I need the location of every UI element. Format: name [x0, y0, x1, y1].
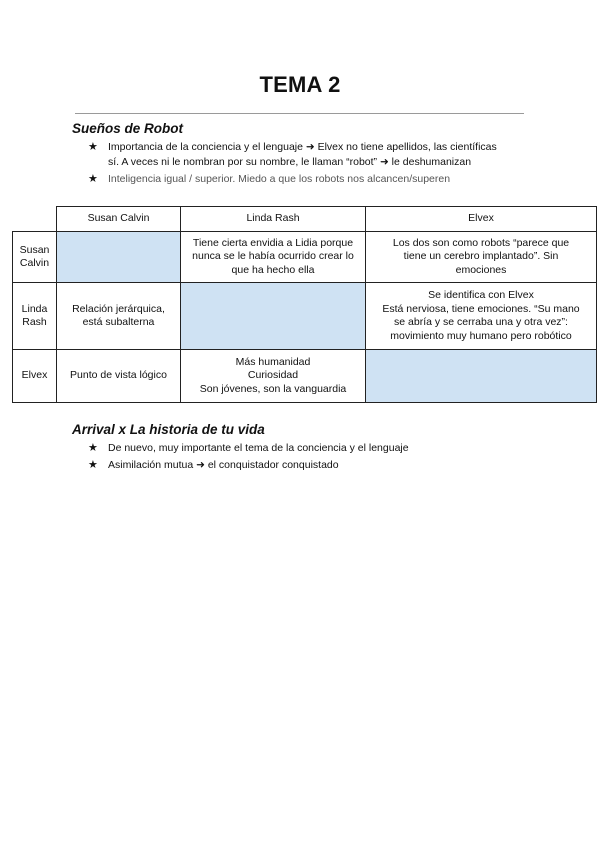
table-row: [13, 232, 597, 283]
bullet-text: Importancia de la conciencia y el lenguaje ➜ Elvex no tiene apellidos, las científicas: [108, 141, 497, 153]
title-divider: [75, 113, 524, 114]
bullet-text: Inteligencia igual / superior. Miedo a que los robots nos alcancen/superen: [108, 173, 451, 185]
table-header-row: [13, 207, 597, 232]
column-header: Elvex: [366, 207, 597, 232]
star-icon: ★: [88, 442, 98, 454]
table-cell: Se identifica con Elvex Está nerviosa, tiene emociones. “Su mano se abría y se cerraba una y otra vez”: movimiento muy humano pero robótico: [366, 283, 597, 350]
bullet-text: De nuevo, muy importante el tema de la conciencia y el lenguaje: [108, 442, 409, 454]
bullet-text: Asimilación mutua ➜ el conquistador conquistado: [108, 458, 339, 471]
star-icon: ★: [88, 141, 98, 153]
table-corner-cell: [13, 207, 57, 232]
bullet-list-suenos: [88, 140, 497, 187]
section-heading-arrival: Arrival x La historia de tu vida: [72, 422, 265, 437]
list-item: [88, 140, 497, 169]
list-item: [88, 458, 409, 473]
page-title: TEMA 2: [259, 72, 341, 97]
column-header: Susan Calvin: [57, 207, 181, 232]
row-header: Elvex: [13, 350, 57, 403]
table-cell: Tiene cierta envidia a Lidia porque nunca se le había ocurrido crear lo que ha hecho ella: [181, 232, 366, 283]
table-cell: Relación jerárquica, está subalterna: [57, 283, 181, 350]
star-icon: ★: [88, 173, 98, 185]
section-heading-suenos: Sueños de Robot: [72, 121, 183, 136]
diagonal-cell: [366, 350, 597, 403]
table-cell: Los dos son como robots “parece que tiene un cerebro implantado”. Sin emociones: [366, 232, 597, 283]
table-cell: Más humanidad Curiosidad Son jóvenes, son la vanguardia: [181, 350, 366, 403]
star-icon: ★: [88, 458, 98, 471]
bullet-list-arrival: [88, 441, 409, 472]
character-relations-table: [12, 206, 597, 403]
row-header: Linda Rash: [13, 283, 57, 350]
diagonal-cell: [57, 232, 181, 283]
diagonal-cell: [181, 283, 366, 350]
table-row: [13, 350, 597, 403]
list-item: [88, 172, 497, 187]
row-header: Susan Calvin: [13, 232, 57, 283]
bullet-text: sí. A veces ni le nombran por su nombre, le llaman “robot” ➜ le deshumanizan: [108, 155, 472, 168]
list-item: [88, 441, 409, 456]
column-header: Linda Rash: [181, 207, 366, 232]
table-row: [13, 283, 597, 350]
table-cell: Punto de vista lógico: [57, 350, 181, 403]
